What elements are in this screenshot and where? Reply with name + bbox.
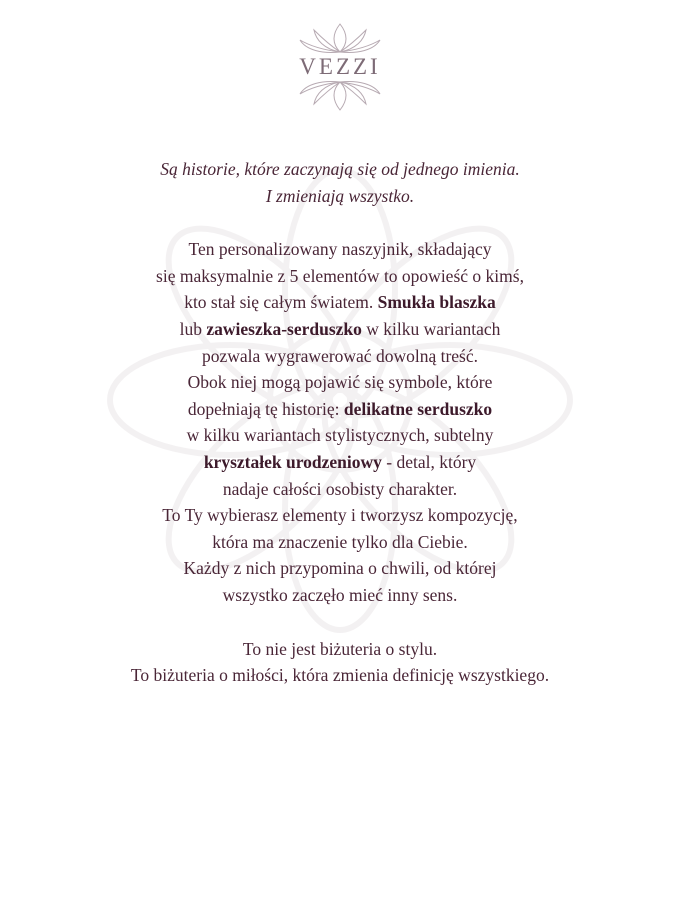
body-line: To Ty wybierasz elementy i tworzysz kompozycję, xyxy=(162,505,518,526)
body-line: Każdy z nich przypomina o chwili, od której xyxy=(183,558,497,579)
product-description xyxy=(40,156,640,689)
highlight-krysztalek-urodzeniowy: kryształek urodzeniowy xyxy=(203,451,382,472)
highlight-smukla-blaszka: Smukła blaszka xyxy=(377,292,496,313)
body-line: się maksymalnie z 5 elementów to opowieść o kimś, xyxy=(156,265,524,286)
body-line: pozwala wygrawerować dowolną treść. xyxy=(202,345,478,366)
body-line: wszystko zaczęło mieć inny sens. xyxy=(222,584,458,605)
body-line: nadaje całości osobisty charakter. xyxy=(222,478,458,499)
body-text: - detal, który xyxy=(381,451,477,472)
closing-line: To biżuteria o miłości, która zmienia definicję wszystkiego. xyxy=(130,665,550,686)
body-line xyxy=(40,396,640,423)
intro-text xyxy=(40,156,640,209)
intro-line: Są historie, które zaczynają się od jednego imienia. xyxy=(160,159,520,179)
body-line: Obok niej mogą pojawić się symbole, które xyxy=(187,372,493,393)
body-line: w kilku wariantach stylistycznych, subtelny xyxy=(186,425,494,446)
body-text: w kilku wariantach xyxy=(361,318,501,339)
body-line: która ma znaczenie tylko dla Ciebie. xyxy=(212,531,468,552)
description-body xyxy=(40,236,640,608)
brand-logo xyxy=(0,22,680,114)
body-text: kto stał się całym światem. xyxy=(184,292,378,313)
highlight-zawieszka-serduszko: zawieszka-serduszko xyxy=(206,318,362,339)
body-text: lub xyxy=(179,318,207,339)
body-line xyxy=(40,316,640,343)
brand-name: VEZZI xyxy=(299,54,381,79)
body-line xyxy=(40,289,640,316)
body-line xyxy=(40,449,640,476)
closing-text xyxy=(40,636,640,689)
intro-line: I zmieniają wszystko. xyxy=(265,185,415,206)
body-text: dopełniają tę historię: xyxy=(187,398,344,419)
highlight-delikatne-serduszko: delikatne serduszko xyxy=(343,398,493,419)
closing-line: To nie jest biżuteria o stylu. xyxy=(242,638,438,659)
body-line: Ten personalizowany naszyjnik, składający xyxy=(188,239,492,260)
